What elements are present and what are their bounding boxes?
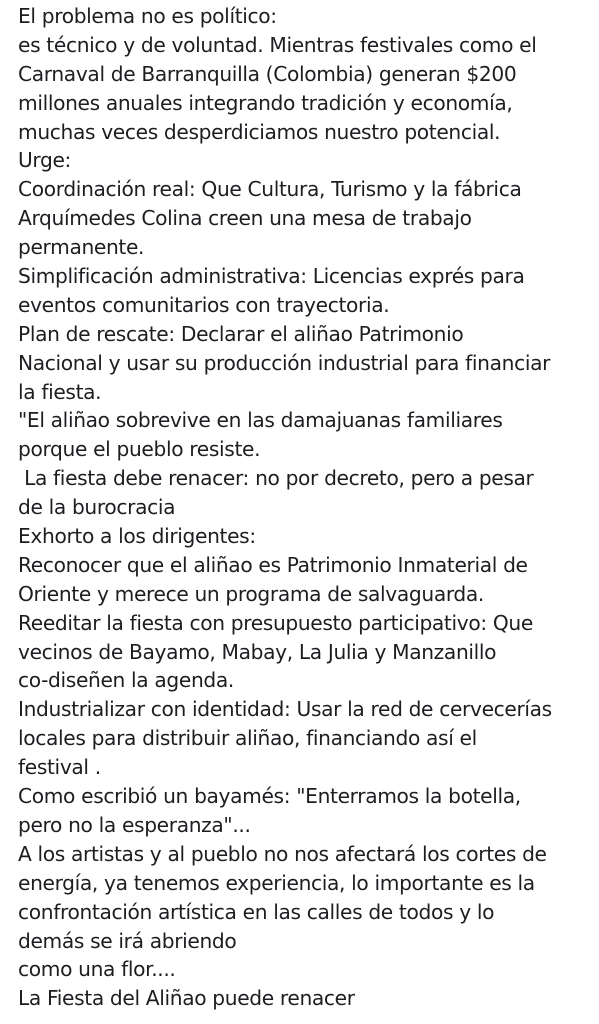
post-line: permanente.	[18, 235, 145, 260]
post-line: La Fiesta del Aliñao puede renacer	[18, 986, 355, 1011]
post-line: locales para distribuir aliñao, financiando así el	[18, 726, 477, 751]
post-line: Reconocer que el aliñao es Patrimonio Inmaterial de	[18, 552, 528, 577]
post-line: millones anuales integrando tradición y economía,	[18, 90, 513, 115]
post-line: "El aliñao sobrevive en las damajuanas familiares	[18, 408, 503, 433]
post-line: la fiesta.	[18, 379, 102, 404]
post-line: La fiesta debe renacer: no por decreto, pero a pesar	[18, 466, 534, 491]
post-line: porque el pueblo resiste.	[18, 437, 261, 462]
post-line: como una flor....	[18, 957, 176, 982]
post-line: Oriente y merece un programa de salvaguarda.	[18, 581, 484, 606]
post-line: demás se irá abriendo	[18, 928, 237, 953]
post-line: Como escribió un bayamés: "Enterramos la botella,	[18, 784, 521, 809]
post-line: A los artistas y al pueblo no nos afectará los cortes de	[18, 841, 547, 866]
post-line: de la burocracia	[18, 495, 176, 520]
post-line: Nacional y usar su producción industrial para financiar	[18, 350, 551, 375]
post-body-text	[18, 2, 596, 1013]
post-line: Urge:	[18, 148, 72, 173]
post-line: Exhorto a los dirigentes:	[18, 524, 256, 549]
post-line: Simplificación administrativa: Licencias exprés para	[18, 264, 525, 289]
post-line: muchas veces desperdiciamos nuestro potencial.	[18, 119, 501, 144]
post-line: Carnaval de Barranquilla (Colombia) generan $200	[18, 61, 517, 86]
post-line: es técnico y de voluntad. Mientras festivales como el	[18, 32, 537, 57]
post-line: Arquímedes Colina creen una mesa de trabajo	[18, 206, 472, 231]
post-line: festival .	[18, 755, 101, 780]
post-line: El problema no es político:	[18, 4, 277, 28]
post-line: co-diseñen la agenda.	[18, 668, 234, 693]
post-line: eventos comunitarios con trayectoria.	[18, 292, 390, 317]
post-line: Coordinación real: Que Cultura, Turismo y la fábrica	[18, 177, 522, 202]
post-line: Plan de rescate: Declarar el aliñao Patrimonio	[18, 321, 464, 346]
post-line: pero no la esperanza"...	[18, 812, 251, 837]
post-line: vecinos de Bayamo, Mabay, La Julia y Manzanillo	[18, 639, 497, 664]
post-line: confrontación artística en las calles de todos y lo	[18, 899, 495, 924]
post-line: Reeditar la fiesta con presupuesto participativo: Que	[18, 610, 533, 635]
post-line: energía, ya tenemos experiencia, lo importante es la	[18, 870, 535, 895]
post-line: Industrializar con identidad: Usar la red de cervecerías	[18, 697, 552, 722]
